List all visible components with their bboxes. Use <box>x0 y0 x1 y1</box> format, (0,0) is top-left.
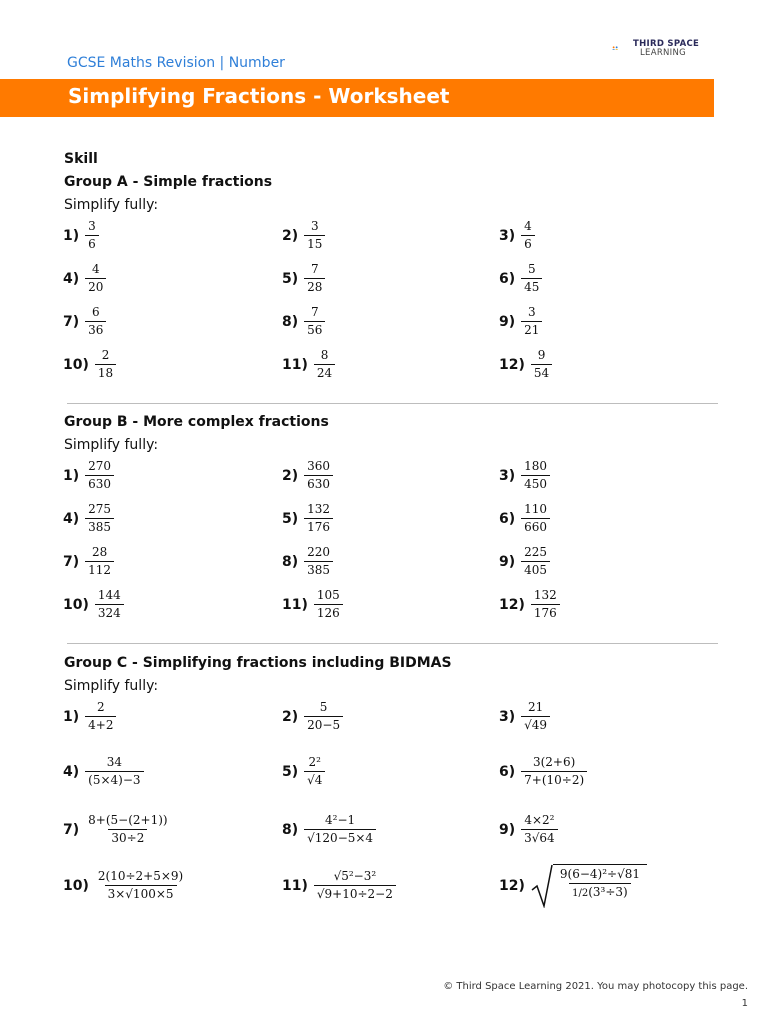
numerator: 3(2+6) <box>532 755 576 769</box>
question-number: 5) <box>282 763 299 780</box>
numerator: 3 <box>310 219 319 233</box>
fraction <box>314 348 335 381</box>
question-item <box>499 502 550 535</box>
numerator: 6 <box>91 305 100 319</box>
fraction <box>304 755 325 788</box>
question-number: 8) <box>282 821 299 838</box>
question-number: 5) <box>282 270 299 287</box>
logo-text <box>633 40 699 58</box>
denominator: 15 <box>304 235 325 252</box>
fraction <box>521 700 550 733</box>
fraction <box>521 813 558 846</box>
question-item <box>282 700 343 733</box>
fraction <box>85 755 143 788</box>
question-item <box>282 459 333 492</box>
denominator: 3×√100×5 <box>105 885 177 902</box>
divider <box>67 643 718 644</box>
numerator: 4 <box>524 219 532 233</box>
question-item <box>63 219 99 252</box>
question-number: 2) <box>282 708 299 725</box>
question-number: 4) <box>63 763 80 780</box>
logo-line2: LEARNING <box>640 48 687 58</box>
question-item <box>282 588 343 621</box>
question-item <box>282 755 325 788</box>
fraction <box>85 459 114 492</box>
question-item <box>282 305 325 338</box>
copyright-notice: © Third Space Learning 2021. You may photocopy this page. <box>443 981 748 992</box>
numerator: 2(10÷2+5×9) <box>97 869 184 883</box>
group-b-title: Group B - More complex fractions <box>64 414 329 430</box>
question-number: 12) <box>499 596 525 613</box>
denominator: 28 <box>304 278 325 295</box>
group-c-title: Group C - Simplifying fractions including BIDMAS <box>64 655 452 671</box>
denominator: 56 <box>304 321 325 338</box>
fraction <box>521 459 550 492</box>
numerator: 132 <box>533 588 557 602</box>
question-item <box>282 502 333 535</box>
denominator: 7+(10÷2) <box>521 771 587 788</box>
question-item <box>63 700 116 733</box>
question-number: 11) <box>282 877 308 894</box>
numerator: 105 <box>316 588 340 602</box>
question-number: 11) <box>282 356 308 373</box>
skill-heading: Skill <box>64 151 98 167</box>
fraction <box>521 305 542 338</box>
question-number: 4) <box>63 510 80 527</box>
fraction <box>531 588 560 621</box>
fraction <box>314 869 396 902</box>
question-item <box>63 348 116 381</box>
group-c-instruction: Simplify fully: <box>64 678 159 694</box>
question-item <box>499 700 550 733</box>
numerator: 3 <box>527 305 536 319</box>
numerator: 34 <box>106 755 122 769</box>
denominator: 112 <box>85 561 114 578</box>
numerator: 144 <box>97 588 121 602</box>
question-number: 9) <box>499 553 516 570</box>
question-number: 2) <box>282 227 299 244</box>
fraction <box>531 348 552 381</box>
fraction <box>304 700 343 733</box>
denominator: 21 <box>521 321 542 338</box>
question-item <box>499 262 542 295</box>
denominator: 30÷2 <box>108 829 147 846</box>
numerator: 8+(5−(2+1)) <box>88 813 168 827</box>
fraction <box>85 700 116 733</box>
numerator: 180 <box>524 459 548 473</box>
question-item <box>63 502 114 535</box>
question-number: 8) <box>282 553 299 570</box>
fraction <box>85 545 114 578</box>
numerator: 270 <box>88 459 112 473</box>
denominator: 176 <box>304 518 333 535</box>
numerator: 7 <box>310 305 319 319</box>
denominator <box>569 883 631 901</box>
question-item <box>282 869 396 902</box>
radical-sign-icon <box>531 864 553 908</box>
page-subtitle: GCSE Maths Revision | Number <box>67 55 285 71</box>
question-number: 6) <box>499 270 516 287</box>
denominator: (5×4)−3 <box>85 771 143 788</box>
numerator: 3 <box>88 219 96 233</box>
fraction <box>521 755 587 788</box>
fraction <box>85 813 170 846</box>
numerator: 360 <box>307 459 331 473</box>
fraction <box>557 867 643 901</box>
denominator: 45 <box>521 278 542 295</box>
denominator: 6 <box>521 235 535 252</box>
question-item <box>282 262 325 295</box>
question-number: 11) <box>282 596 308 613</box>
denominator: 405 <box>521 561 550 578</box>
fraction <box>521 219 535 252</box>
question-number: 5) <box>282 510 299 527</box>
group-a-title: Group A - Simple fractions <box>64 174 273 190</box>
question-number: 7) <box>63 821 80 838</box>
numerator: 2² <box>308 755 321 769</box>
group-b-instruction: Simplify fully: <box>64 437 159 453</box>
numerator: 9 <box>537 348 546 362</box>
question-item <box>499 813 558 846</box>
numerator: 8 <box>320 348 329 362</box>
question-number: 6) <box>499 510 516 527</box>
numerator: 9(6−4)²÷√81 <box>559 867 640 881</box>
group-a-instruction: Simplify fully: <box>64 197 159 213</box>
question-number: 10) <box>63 596 89 613</box>
denominator: √4 <box>304 771 325 788</box>
denominator: 385 <box>304 561 333 578</box>
denominator: 54 <box>531 364 552 381</box>
fraction <box>304 459 333 492</box>
fraction <box>521 262 542 295</box>
question-item <box>499 305 542 338</box>
denominator: 176 <box>531 604 560 621</box>
radicand <box>553 864 647 908</box>
question-number: 1) <box>63 227 80 244</box>
question-item <box>499 864 647 908</box>
question-number: 8) <box>282 313 299 330</box>
question-item <box>63 545 114 578</box>
fraction <box>304 262 325 295</box>
divider <box>67 403 718 404</box>
question-item <box>499 588 560 621</box>
fraction <box>95 588 124 621</box>
denominator: √120−5×4 <box>304 829 376 846</box>
question-item <box>63 869 186 902</box>
denominator-rest: (3³÷3) <box>588 885 628 899</box>
fraction <box>304 305 325 338</box>
question-item <box>282 545 333 578</box>
question-number: 4) <box>63 270 80 287</box>
question-item <box>499 545 550 578</box>
question-number: 10) <box>63 877 89 894</box>
question-number: 6) <box>499 763 516 780</box>
denominator: 660 <box>521 518 550 535</box>
denominator: 20−5 <box>304 716 343 733</box>
fraction <box>521 502 550 535</box>
question-item <box>63 459 114 492</box>
numerator: 4 <box>91 262 100 276</box>
fraction <box>304 502 333 535</box>
numerator: 220 <box>307 545 331 559</box>
question-number: 3) <box>499 708 516 725</box>
fraction <box>314 588 343 621</box>
fraction <box>85 305 106 338</box>
question-number: 9) <box>499 313 516 330</box>
question-number: 1) <box>63 708 80 725</box>
question-item <box>499 219 535 252</box>
half-fraction: 1/2 <box>572 888 589 899</box>
question-number: 3) <box>499 227 516 244</box>
numerator: 21 <box>527 700 544 714</box>
question-item <box>282 219 325 252</box>
denominator: √49 <box>521 716 550 733</box>
numerator: 5 <box>527 262 536 276</box>
radical <box>531 864 647 908</box>
question-item <box>282 348 335 381</box>
denominator: √9+10÷2−2 <box>314 885 396 902</box>
question-number: 2) <box>282 467 299 484</box>
numerator: 2 <box>96 700 105 714</box>
question-number: 1) <box>63 467 80 484</box>
question-item <box>499 348 552 381</box>
fraction <box>304 813 376 846</box>
numerator: 7 <box>310 262 319 276</box>
fraction <box>95 869 186 902</box>
page-title: Simplifying Fractions - Worksheet <box>68 84 450 108</box>
question-item <box>63 305 106 338</box>
denominator: 630 <box>85 475 114 492</box>
page-number: 1 <box>741 998 748 1009</box>
denominator: 6 <box>85 235 99 252</box>
question-number: 12) <box>499 356 525 373</box>
numerator: 225 <box>524 545 548 559</box>
numerator: 4²−1 <box>325 813 356 827</box>
denominator: 324 <box>95 604 124 621</box>
question-item <box>499 755 587 788</box>
numerator: 28 <box>91 545 108 559</box>
denominator: 3√64 <box>521 829 558 846</box>
fraction <box>85 502 114 535</box>
fraction <box>304 545 333 578</box>
question-item <box>282 813 376 846</box>
denominator: 4+2 <box>85 716 116 733</box>
question-item <box>63 262 106 295</box>
denominator: 36 <box>85 321 106 338</box>
question-number: 12) <box>499 878 525 894</box>
numerator: 275 <box>88 502 112 516</box>
logo-line1: THIRD SPACE <box>633 39 700 49</box>
numerator: √5²−3² <box>333 869 377 883</box>
numerator: 5 <box>319 700 328 714</box>
question-number: 9) <box>499 821 516 838</box>
numerator: 110 <box>524 502 548 516</box>
fraction <box>85 219 99 252</box>
question-number: 7) <box>63 313 80 330</box>
question-number: 3) <box>499 467 516 484</box>
fraction <box>521 545 550 578</box>
denominator: 450 <box>521 475 550 492</box>
question-item <box>63 588 124 621</box>
denominator: 24 <box>314 364 335 381</box>
fraction <box>95 348 116 381</box>
denominator: 18 <box>95 364 116 381</box>
question-item <box>63 813 171 846</box>
question-number: 10) <box>63 356 89 373</box>
question-item <box>499 459 550 492</box>
question-number: 7) <box>63 553 80 570</box>
denominator: 630 <box>304 475 333 492</box>
denominator: 20 <box>85 278 106 295</box>
numerator: 132 <box>307 502 331 516</box>
fraction <box>304 219 325 252</box>
question-item <box>63 755 144 788</box>
numerator: 2 <box>101 348 110 362</box>
denominator: 126 <box>314 604 343 621</box>
fraction <box>85 262 106 295</box>
numerator: 4×2² <box>524 813 555 827</box>
denominator: 385 <box>85 518 114 535</box>
